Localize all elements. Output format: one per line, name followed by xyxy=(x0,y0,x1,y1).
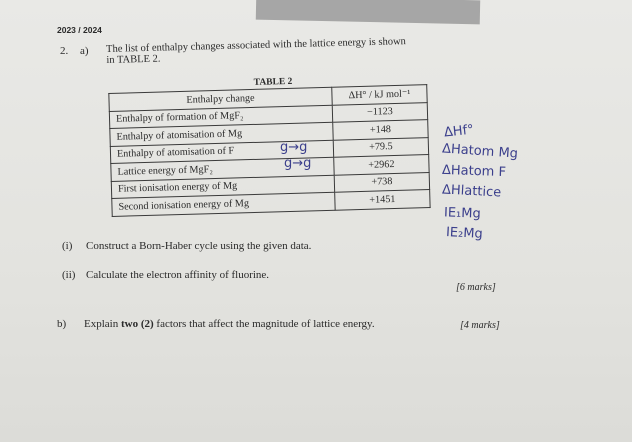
part-b-text-bold: two (2) xyxy=(120,318,154,330)
intro-line-2: in TABLE 2. xyxy=(106,53,161,66)
subq-i-text: Construct a Born-Haber cycle using the given data. xyxy=(86,240,312,252)
handwritten-note: ΔHatom Mg xyxy=(441,141,519,162)
row-label: Enthalpy of atomisation of Mg xyxy=(110,122,333,146)
question-intro xyxy=(106,37,406,66)
question-number: 2. xyxy=(60,45,69,57)
year-header: 2023 / 2024 xyxy=(57,25,102,35)
part-b-label: b) xyxy=(57,318,67,330)
row-value: +1451 xyxy=(335,190,430,210)
row-value: +148 xyxy=(333,120,428,140)
row-label: Enthalpy of formation of MgF₂ xyxy=(109,105,332,129)
part-b-text-pre: Explain xyxy=(84,318,121,330)
handwritten-note: IE₁Mg xyxy=(443,205,481,222)
table-header-col2: ΔH° / kJ mol⁻¹ xyxy=(332,85,427,105)
subq-i-label: (i) xyxy=(62,240,73,252)
row-value: −1123 xyxy=(332,102,427,122)
table-header-col1: Enthalpy change xyxy=(109,87,332,111)
handwritten-arrow-mg: g→g xyxy=(280,140,308,155)
handwritten-note: ΔHf° xyxy=(443,122,475,141)
handwritten-note: IE₂Mg xyxy=(445,225,484,242)
marks-4: [4 marks] xyxy=(460,320,500,331)
enthalpy-table xyxy=(108,84,430,216)
row-value: +738 xyxy=(334,172,429,192)
row-label: Second ionisation energy of Mg xyxy=(112,192,335,216)
enthalpy-table-block xyxy=(108,73,442,217)
subq-ii-label: (ii) xyxy=(62,269,76,281)
tape-strip xyxy=(256,0,480,24)
row-value: +2962 xyxy=(334,155,429,175)
row-label: First ionisation energy of Mg xyxy=(111,175,334,199)
handwritten-note: ΔHlattice xyxy=(441,182,502,201)
part-b-text xyxy=(84,318,375,330)
part-a-label: a) xyxy=(80,45,89,57)
row-value: +79.5 xyxy=(333,137,428,157)
handwritten-note: ΔHatom F xyxy=(441,162,507,181)
marks-6: [6 marks] xyxy=(456,282,496,293)
row-label: Lattice energy of MgF₂ xyxy=(111,157,334,181)
intro-line-1: The list of enthalpy changes associated with the lattice energy is shown xyxy=(105,36,407,55)
part-b-text-post: factors that affect the magnitude of lattice energy. xyxy=(153,318,375,330)
table-title: TABLE 2 xyxy=(253,76,293,88)
handwritten-arrow-f: g→g xyxy=(284,156,312,171)
row-label: Enthalpy of atomisation of F xyxy=(110,140,333,164)
subq-ii-text: Calculate the electron affinity of fluorine. xyxy=(86,269,270,281)
